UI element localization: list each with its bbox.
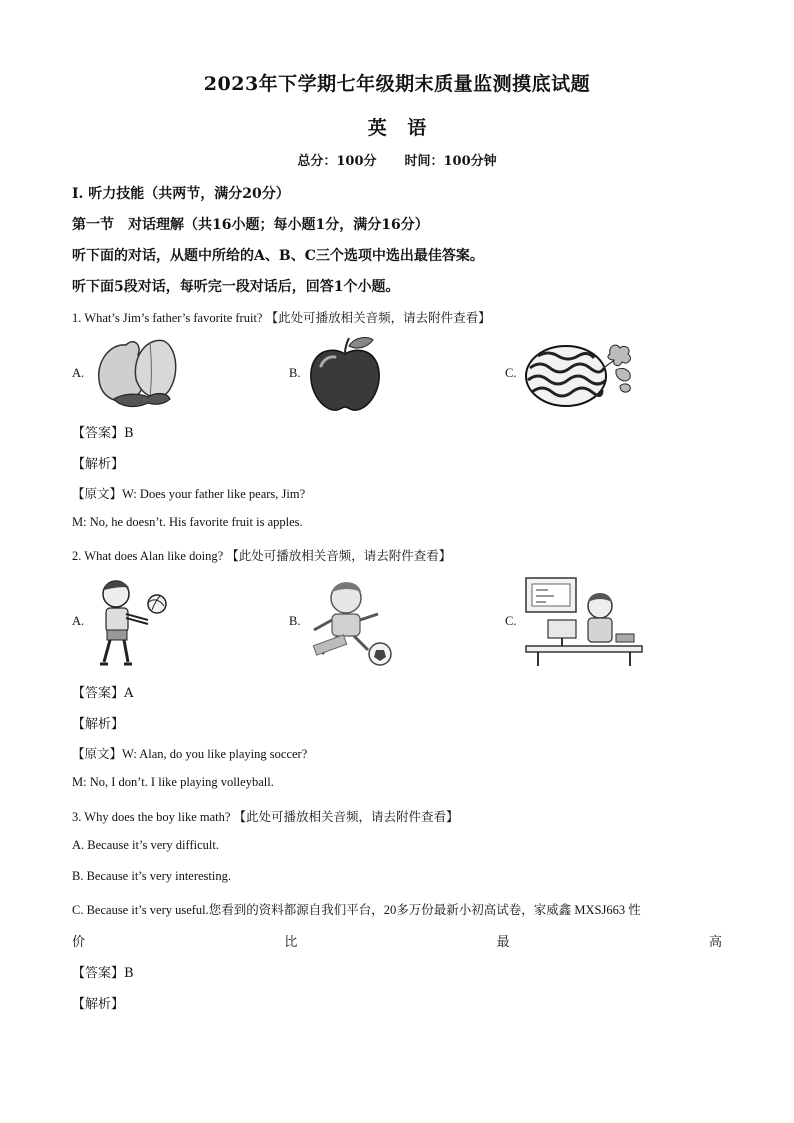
- total-score: 总分：100分: [297, 154, 377, 169]
- spread-word-3: 最: [496, 935, 510, 950]
- q2-script-line-2: M: No, I don’t. I like playing volleyball.: [72, 775, 274, 789]
- q3-option-b: B. Because it’s very interesting.: [72, 869, 231, 883]
- q3-analysis: 【解析】: [72, 997, 125, 1012]
- q1-script-line-2: M: No, he doesn’t. His favorite fruit is apples.: [72, 515, 303, 529]
- instruction-1: 听下面的对话，从题中所给的A、B、C三个选项中选出最佳答案。: [72, 248, 484, 264]
- q3-answer: 【答案】B: [72, 966, 134, 981]
- q1-script-line-1: 【原文】W: Does your father like pears, Jim?: [72, 487, 306, 501]
- exam-time: 时间：100分钟: [404, 154, 497, 169]
- apple-image: [307, 336, 383, 414]
- part-heading: 第一节 对话理解（共16小题；每小题1分，满分16分）: [72, 217, 429, 233]
- question-2: 2. What does Alan like doing? 【此处可播放相关音频，请去附件查看】: [72, 549, 452, 563]
- q1-option-a-label: A.: [72, 366, 85, 380]
- q1-answer: 【答案】B: [72, 426, 134, 441]
- question-1: 1. What’s Jim’s father’s favorite fruit? 【此处可播放相关音频，请去附件查看】: [72, 311, 491, 325]
- section-heading: Ⅰ. 听力技能（共两节，满分20分）: [72, 186, 290, 202]
- exam-meta: [0, 150, 794, 169]
- computer-boy-image: [524, 576, 644, 668]
- instruction-2: 听下面5段对话，每听完一段对话后，回答1个小题。: [72, 279, 400, 295]
- spread-word-4: 高: [708, 935, 722, 950]
- volleyball-boy-image: [94, 578, 170, 668]
- q1-analysis: 【解析】: [72, 457, 125, 472]
- q3-option-a: A. Because it’s very difficult.: [72, 838, 219, 852]
- q3-option-c: C. Because it’s very useful.您看到的资料都源自我们平台，20多万份最新小初高试卷，家威鑫 MXSJ663 性: [72, 903, 641, 917]
- soccer-boy-image: [306, 578, 396, 668]
- q2-option-c-label: C.: [505, 614, 517, 628]
- subject-title: 英 语: [367, 117, 427, 139]
- q2-answer: 【答案】A: [72, 686, 134, 701]
- peach-image: [92, 333, 182, 413]
- page-title: 2023年下学期七年级期末质量监测摸底试题: [203, 73, 591, 95]
- q2-option-b-label: B.: [289, 614, 301, 628]
- q1-option-b-label: B.: [289, 366, 301, 380]
- q1-option-c-label: C.: [505, 366, 517, 380]
- q3-option-c-continuation: [72, 931, 722, 950]
- spread-word-2: 比: [284, 935, 298, 950]
- q2-script-line-1: 【原文】W: Alan, do you like playing soccer?: [72, 747, 308, 761]
- q2-analysis: 【解析】: [72, 717, 125, 732]
- watermelon-image: [524, 340, 636, 410]
- q2-option-a-label: A.: [72, 614, 85, 628]
- spread-word-1: 价: [72, 935, 86, 950]
- question-3: 3. Why does the boy like math? 【此处可播放相关音频，请去附件查看】: [72, 810, 459, 824]
